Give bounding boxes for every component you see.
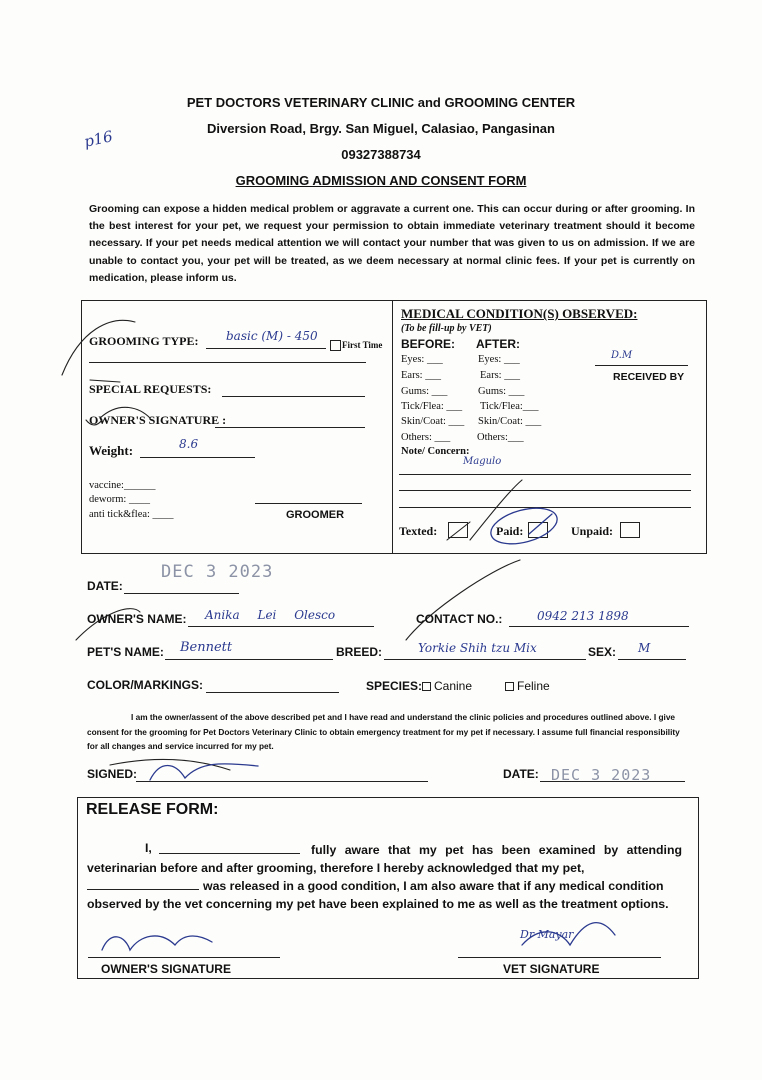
release-text-part2: was released in a good condition, I am also aware that if any medical condition observed by the vet concerning my pet have been explained to me as well as the treatment options. (87, 879, 669, 911)
after-others: Others:___ (477, 432, 524, 443)
breed-value: Yorkie Shih tzu Mix (418, 641, 537, 655)
sex-label: SEX: (588, 645, 617, 659)
deworm-label: deworm: ____ (89, 494, 150, 505)
medical-subtitle: (To be fill-up by VET) (401, 323, 492, 334)
date-label: DATE: (87, 579, 123, 593)
owners-signature-label: OWNER'S SIGNATURE : (89, 413, 227, 427)
after-ears: Ears: ___ (480, 370, 520, 381)
before-ears: Ears: ___ (401, 370, 441, 381)
form-title: GROOMING ADMISSION AND CONSENT FORM (235, 173, 527, 188)
signed-label: SIGNED: (87, 767, 138, 781)
groomer-label: GROOMER (286, 509, 345, 521)
before-label: BEFORE: (401, 337, 455, 351)
grooming-type-value: basic (M) - 450 (226, 329, 318, 343)
owner-signature-label: OWNER'S SIGNATURE (101, 962, 231, 976)
after-tick: Tick/Flea:___ (480, 401, 539, 412)
paid-label: Paid: (496, 524, 524, 538)
owner-name-value: Anika Lei Olesco (205, 608, 336, 622)
intro-paragraph: Grooming can expose a hidden medical problem or aggravate a current one. This can occur during or after grooming. In the best interest for your pet, we request your permission to obtain immediate veterinary treatment should it become necessary. If your pet needs medical attention we will contact your number that was given to us on admission. If we are unable to contact you, your pet will be treated, as we deem necessary at normal clinic fees. If your pet is currently on medication, please inform us. (89, 203, 695, 284)
clinic-address: Diversion Road, Brgy. San Miguel, Calasiao, Pangasinan (207, 121, 555, 136)
signed-date-stamp: DEC 3 2023 (551, 766, 652, 784)
consent-paragraph: I am the owner/assent of the above described pet and I have read and understand the clinic policies and procedures outlined above. I give consent for the grooming for Pet Doctors Veterinary Clinic to obtain emergency treatment for my pet if necessary. I assume full financial responsibility for all changes and service incurred for my pet. (87, 712, 680, 751)
species-label: SPECIES: (366, 679, 423, 693)
species-canine[interactable]: Canine (422, 679, 472, 693)
weight-label: Weight: (89, 443, 134, 458)
note-value: Magulo (463, 456, 502, 467)
clinic-phone: 09327388734 (341, 147, 421, 162)
before-others: Others: ___ (401, 432, 451, 443)
after-gums: Gums: ___ (478, 386, 525, 397)
before-eyes: Eyes: ___ (401, 354, 443, 365)
release-i: I, (145, 841, 152, 855)
release-title: RELEASE FORM: (86, 801, 219, 818)
color-markings-label: COLOR/MARKINGS: (87, 678, 203, 692)
corner-note: p16 (82, 127, 115, 151)
after-skin: Skin/Coat: ___ (478, 416, 542, 427)
vaccine-label: vaccine:______ (89, 480, 156, 491)
date-stamp: DEC 3 2023 (161, 562, 274, 582)
contact-value: 0942 213 1898 (537, 609, 629, 623)
vet-signature-label: VET SIGNATURE (503, 962, 600, 976)
before-gums: Gums: ___ (401, 386, 448, 397)
anti-tick-label: anti tick&flea: ____ (89, 509, 174, 520)
after-eyes: Eyes: ___ (478, 354, 520, 365)
signed-date-label: DATE: (503, 767, 539, 781)
after-label: AFTER: (476, 337, 520, 351)
release-text-part1: fully aware that my pet has been examined by attending veterinarian before and after grooming, therefore I hereby acknowledged that my pet, (87, 843, 682, 875)
breed-label: BREED: (336, 645, 383, 659)
contact-label: CONTACT NO.: (416, 612, 503, 626)
pet-name-label: PET'S NAME: (87, 645, 164, 659)
owner-name-label: OWNER'S NAME: (87, 612, 187, 626)
canine-checkbox[interactable] (422, 682, 431, 691)
grooming-type-label: GROOMING TYPE: (89, 334, 199, 348)
weight-value: 8.6 (179, 437, 199, 451)
before-skin: Skin/Coat: ___ (401, 416, 465, 427)
received-by-label: RECEIVED BY (613, 371, 685, 383)
clinic-name: PET DOCTORS VETERINARY CLINIC and GROOMING CENTER (186, 95, 576, 110)
feline-checkbox[interactable] (505, 682, 514, 691)
before-tick: Tick/Flea: ___ (401, 401, 463, 412)
sex-value: M (638, 641, 651, 655)
note-label: Note/ Concern: (401, 446, 470, 457)
received-by-value: D.M (611, 350, 633, 361)
unpaid-label: Unpaid: (571, 524, 614, 538)
texted-label: Texted: (399, 524, 438, 538)
first-time-label: First Time (342, 340, 383, 350)
medical-title: MEDICAL CONDITION(S) OBSERVED: (401, 306, 638, 321)
special-requests-label: SPECIAL REQUESTS: (89, 382, 212, 396)
pet-name-value: Bennett (180, 640, 233, 655)
species-feline[interactable]: Feline (505, 679, 550, 693)
vet-signature-scrawl: Dr Mayar (520, 928, 574, 941)
